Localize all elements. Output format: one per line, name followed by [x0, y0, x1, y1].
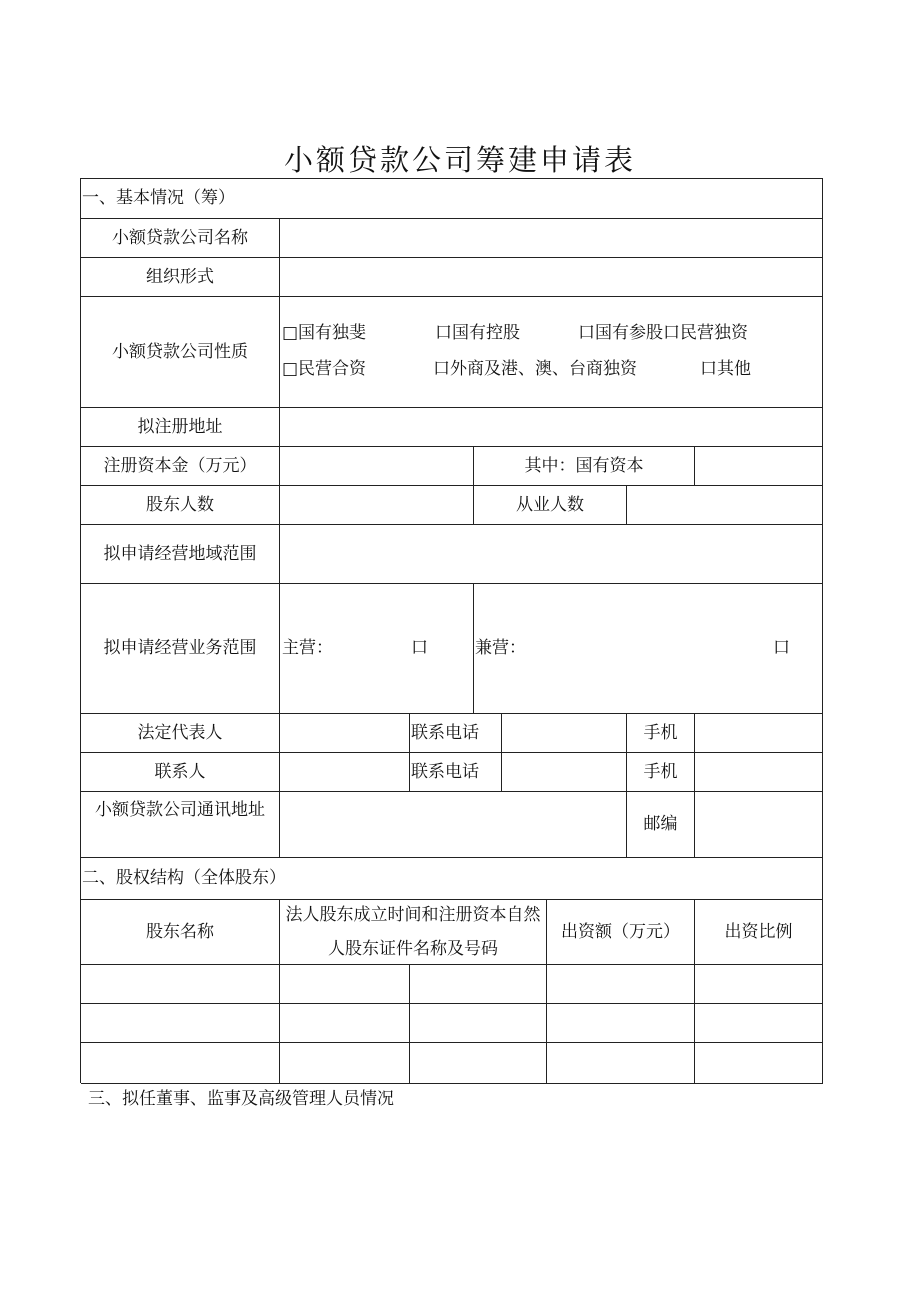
side-business-label: 兼营： — [475, 638, 526, 658]
org-form-field[interactable] — [280, 258, 823, 297]
section2-heading: 二、股权结构（全体股东） — [81, 858, 823, 900]
state-capital-label: 其中：国有资本 — [474, 447, 695, 486]
col-shareholder-name: 股东名称 — [81, 900, 280, 965]
col-registration-info: 法人股东成立时间和注册资本自然人股东证件名称及号码 — [280, 900, 547, 965]
shareholder-count-label: 股东人数 — [81, 486, 280, 525]
table-cell[interactable] — [81, 1004, 280, 1043]
col-contribution-amount: 出资额（万元） — [547, 900, 695, 965]
contact-phone-field[interactable] — [502, 753, 627, 792]
option-other[interactable]: 口其他 — [700, 359, 751, 379]
employee-count-label: 从业人数 — [474, 486, 627, 525]
company-name-label: 小额贷款公司名称 — [81, 219, 280, 258]
table-cell[interactable] — [280, 965, 410, 1004]
col-contribution-ratio: 出资比例 — [695, 900, 823, 965]
nature-label: 小额贷款公司性质 — [81, 297, 280, 408]
legal-rep-mobile-label: 手机 — [627, 714, 695, 753]
option-state-owned[interactable]: □国有独斐 — [282, 323, 367, 343]
table-cell[interactable] — [280, 1004, 410, 1043]
table-cell[interactable] — [547, 965, 695, 1004]
option-foreign-hk-macau-taiwan[interactable]: 口外商及港、澳、台商独资 — [433, 359, 637, 379]
table-cell[interactable] — [280, 1043, 410, 1084]
table-cell[interactable] — [547, 1004, 695, 1043]
legal-rep-label: 法定代表人 — [81, 714, 280, 753]
option-state-controlled[interactable]: 口国有控股 — [435, 323, 520, 343]
reg-address-field[interactable] — [280, 408, 823, 447]
option-private-joint[interactable]: □民营合资 — [282, 359, 367, 379]
business-scope-label: 拟申请经营业务范围 — [81, 584, 280, 714]
contact-mobile-label: 手机 — [627, 753, 695, 792]
table-cell[interactable] — [695, 965, 823, 1004]
postcode-label: 邮编 — [627, 792, 695, 858]
nature-options-cell — [280, 297, 823, 408]
main-business-label: 主营： — [282, 638, 333, 658]
table-cell[interactable] — [410, 1043, 547, 1084]
contact-mobile-field[interactable] — [695, 753, 823, 792]
state-capital-field[interactable] — [695, 447, 823, 486]
section1-heading: 一、基本情况（筹） — [81, 179, 823, 219]
option-state-participated-private-owned[interactable]: 口国有参股口民营独资 — [578, 323, 748, 343]
org-form-label: 组织形式 — [81, 258, 280, 297]
company-name-field[interactable] — [280, 219, 823, 258]
page-title: 小额贷款公司筹建申请表 — [283, 143, 636, 177]
contact-field[interactable] — [280, 753, 410, 792]
postcode-field[interactable] — [695, 792, 823, 858]
table-cell[interactable] — [81, 965, 280, 1004]
shareholder-count-field[interactable] — [280, 486, 474, 525]
legal-rep-mobile-field[interactable] — [695, 714, 823, 753]
side-business-checkbox[interactable]: 口 — [773, 638, 790, 658]
main-business-checkbox[interactable]: 口 — [411, 638, 428, 658]
table-cell[interactable] — [410, 965, 547, 1004]
table-cell[interactable] — [695, 1004, 823, 1043]
contact-phone-label: 联系电话 — [410, 753, 502, 792]
application-form — [80, 178, 823, 1083]
table-cell[interactable] — [547, 1043, 695, 1084]
table-cell[interactable] — [410, 1004, 547, 1043]
address-field[interactable] — [280, 792, 627, 858]
address-label: 小额贷款公司通讯地址 — [81, 792, 280, 858]
table-cell[interactable] — [695, 1043, 823, 1084]
main-business-cell[interactable] — [280, 584, 474, 714]
side-business-cell[interactable] — [474, 584, 823, 714]
legal-rep-field[interactable] — [280, 714, 410, 753]
table-cell[interactable] — [81, 1043, 280, 1084]
reg-capital-field[interactable] — [280, 447, 474, 486]
region-scope-field[interactable] — [280, 525, 823, 584]
region-scope-label: 拟申请经营地域范围 — [81, 525, 280, 584]
reg-capital-label: 注册资本金（万元） — [81, 447, 280, 486]
employee-count-field[interactable] — [627, 486, 823, 525]
legal-rep-phone-field[interactable] — [502, 714, 627, 753]
contact-label: 联系人 — [81, 753, 280, 792]
reg-address-label: 拟注册地址 — [81, 408, 280, 447]
legal-rep-phone-label: 联系电话 — [410, 714, 502, 753]
section3-heading: 三、拟任董事、监事及高级管理人员情况 — [88, 1089, 394, 1109]
